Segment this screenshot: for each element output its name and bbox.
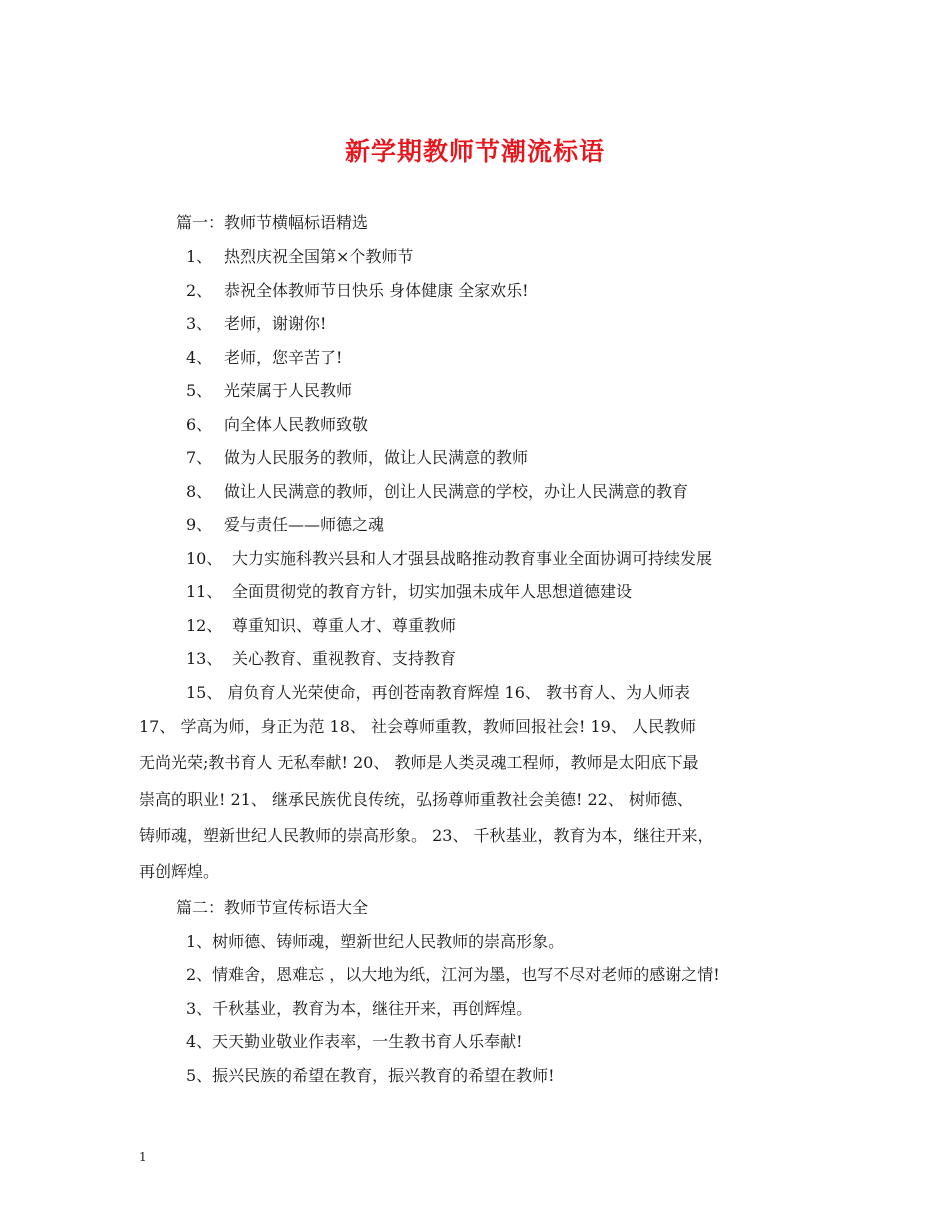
- item-text: 向全体人民教师致敬: [224, 415, 369, 434]
- list-item: [186, 378, 352, 401]
- item-text: 恭祝全体教师节日快乐 身体健康 全家欢乐!: [224, 281, 529, 300]
- item-text: 全面贯彻党的教育方针，切实加强未成年人思想道德建设: [232, 582, 633, 601]
- item-number: 6、: [186, 415, 213, 434]
- document-title: 新学期教师节潮流标语: [344, 137, 605, 166]
- paragraph-line: 崇高的职业! 21、 继承民族优良传统，弘扬尊师重教社会美德! 22、 树师德、: [139, 790, 693, 809]
- item-text: 热烈庆祝全国第×个教师节: [224, 247, 414, 266]
- list-item: [186, 512, 384, 535]
- item-number: 2、: [186, 281, 213, 300]
- list-item: [186, 412, 368, 435]
- item-text: 做为人民服务的教师，做让人民满意的教师: [224, 448, 529, 467]
- list-item: [186, 479, 688, 502]
- item-text: 爱与责任——师德之魂: [224, 515, 385, 534]
- list-item: [186, 345, 342, 368]
- list-item: [186, 244, 413, 267]
- item-number: 10、: [186, 549, 223, 568]
- item-text: 光荣属于人民教师: [224, 381, 353, 400]
- item-number: 3、: [186, 314, 213, 333]
- item-text: 关心教育、重视教育、支持教育: [232, 649, 457, 668]
- list-item: [186, 646, 456, 669]
- list-item: [186, 311, 326, 334]
- item-number: 7、: [186, 448, 213, 467]
- item-text: 老师，您辛苦了!: [224, 348, 343, 367]
- list-item: 2、情难舍，恩难忘 ，以大地为纸，江河为墨，也写不尽对老师的感谢之情!: [186, 965, 720, 984]
- item-text: 尊重知识、尊重人才、尊重教师: [232, 616, 457, 635]
- item-text: 大力实施科教兴县和人才强县战略推动教育事业全面协调可持续发展: [232, 549, 713, 568]
- item-number: 13、: [186, 649, 223, 668]
- list-item: [186, 579, 632, 602]
- item-number: 4、: [186, 348, 213, 367]
- item-number: 12、: [186, 616, 223, 635]
- section-heading-1: 篇一：教师节横幅标语精选: [176, 213, 369, 232]
- item-text: 做让人民满意的教师，创让人民满意的学校，办让人民满意的教育: [224, 482, 689, 501]
- section-heading-2: 篇二：教师节宣传标语大全: [176, 898, 369, 917]
- list-item: 4、天天勤业敬业作表率，一生教书育人乐奉献!: [186, 1032, 523, 1051]
- list-item: [186, 445, 528, 468]
- paragraph-line: 再创辉煌。: [139, 862, 220, 881]
- list-item: 5、振兴民族的希望在教育，振兴教育的希望在教师!: [186, 1066, 555, 1085]
- paragraph-line: 15、 肩负育人光荣使命，再创苍南教育辉煌 16、 教书育人、为人师表: [186, 683, 690, 702]
- list-item: 1、树师德、铸师魂，塑新世纪人民教师的崇高形象。: [186, 932, 565, 951]
- paragraph-line: 17、 学高为师，身正为范 18、 社会尊师重教，教师回报社会! 19、 人民教师: [139, 717, 696, 736]
- list-item: [186, 278, 529, 301]
- item-text: 老师，谢谢你!: [224, 314, 327, 333]
- list-item: 3、千秋基业，教育为本，继往开来，再创辉煌。: [186, 999, 533, 1018]
- list-item: [186, 546, 712, 569]
- list-item: [186, 613, 456, 636]
- item-number: 11、: [186, 582, 223, 601]
- paragraph-line: 铸师魂，塑新世纪人民教师的崇高形象。 23、 千秋基业，教育为本，继往开来，: [139, 826, 714, 845]
- item-number: 9、: [186, 515, 213, 534]
- page-number: 1: [139, 1150, 147, 1164]
- item-number: 5、: [186, 381, 213, 400]
- paragraph-line: 无尚光荣;教书育人 无私奉献! 20、 教师是人类灵魂工程师，教师是太阳底下最: [139, 753, 699, 772]
- item-number: 8、: [186, 482, 213, 501]
- item-number: 1、: [186, 247, 213, 266]
